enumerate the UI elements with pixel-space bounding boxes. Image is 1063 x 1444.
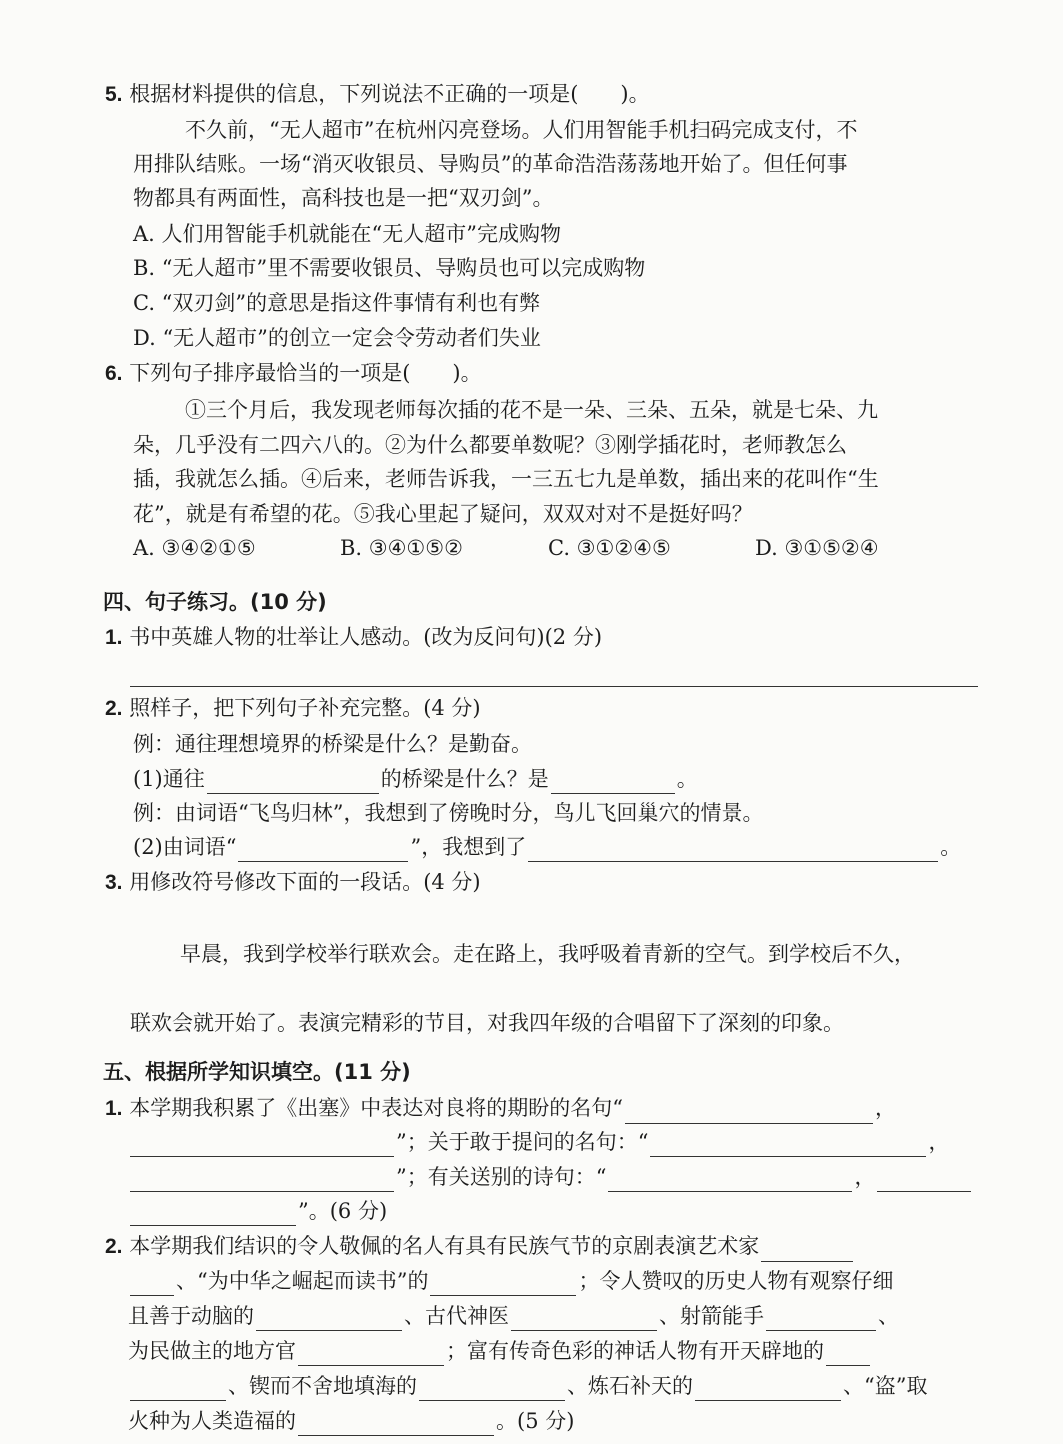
s5-q2-text-n: 。(5 分): [496, 1409, 575, 1433]
s5-q2-line-1: [105, 1231, 855, 1262]
s5-q1-comma-2: ，: [928, 1130, 950, 1154]
q5-passage-line-3: 物都具有两面性，高科技也是一把“双刃剑”。: [133, 186, 554, 210]
s4-q2-text: 照样子，把下列句子补充完整。(4 分): [129, 696, 481, 720]
s5-q1-comma-1: ，: [874, 1096, 896, 1120]
s5-q2-line-6: [128, 1406, 574, 1436]
s5-q2-blank-9[interactable]: [695, 1378, 841, 1401]
s5-q2-blank-1b[interactable]: [130, 1273, 174, 1296]
q6-passage-line-2: 朵，几乎没有二四六八的。②为什么都要单数呢？③刚学插花时，老师教怎么: [133, 433, 847, 457]
s4-q2-example-2: 例：由词语“飞鸟归林”，我想到了傍晚时分，鸟儿飞回巢穴的情景。: [133, 801, 764, 825]
s5-q1-line-3: [128, 1162, 973, 1192]
question-number: 1.: [105, 626, 123, 649]
q5-stem-line: [105, 79, 650, 110]
s4-q2-example-1: 例：通往理想境界的桥梁是什么？是勤奋。: [133, 732, 532, 756]
s5-q1-line-4: [128, 1196, 387, 1226]
s5-q2-blank-6[interactable]: [298, 1343, 444, 1366]
s4-q1-text: 书中英雄人物的壮举让人感动。(改为反问句)(2 分): [129, 625, 603, 649]
s4-q2-line: [105, 693, 481, 724]
s5-q2-text-d: 且善于动脑的: [128, 1304, 254, 1328]
s5-q2-blank-10[interactable]: [298, 1413, 494, 1436]
question-number: 6.: [105, 362, 123, 385]
q6-option-a: A. ③④②①⑤: [133, 536, 256, 560]
s5-q2-text-c: ；令人赞叹的历史人物有观察仔细: [578, 1269, 894, 1293]
s4-q2-item-1-c: 。: [676, 767, 698, 791]
s4-q3-paragraph-line-1: 早晨，我到学校举行联欢会。走在路上，我呼吸着青新的空气。到学校后不久，: [180, 942, 915, 966]
s5-q1-line-2: [128, 1127, 949, 1157]
s5-q2-blank-8[interactable]: [419, 1378, 565, 1401]
s4-q2-item-1-blank-1[interactable]: [207, 771, 379, 794]
s5-q2-blank-4[interactable]: [511, 1308, 657, 1331]
s4-q2-item-2-blank-1[interactable]: [238, 839, 408, 862]
s5-q1-line-1: [105, 1093, 896, 1124]
q5-option-b: B. “无人超市”里不需要收银员、导购员也可以完成购物: [133, 256, 646, 280]
s4-q1-answer-line[interactable]: [130, 686, 978, 687]
q5-option-d: D. “无人超市”的创立一定会令劳动者们失业: [133, 326, 541, 350]
question-number: 1.: [105, 1097, 123, 1120]
s5-q1-text-c: ”；有关送别的诗句：“: [396, 1165, 607, 1189]
q6-option-c: C. ③①②④⑤: [548, 536, 671, 560]
s5-q1-text-a: 本学期我积累了《出塞》中表达对良将的期盼的名句“: [129, 1096, 623, 1120]
s4-q2-item-2-b: ”，我想到了: [410, 835, 527, 859]
s5-q1-blank-5[interactable]: [608, 1169, 852, 1192]
q5-passage-line-1: 不久前，“无人超市”在杭州闪亮登场。人们用智能手机扫码完成支付，不: [185, 118, 858, 142]
s5-q1-blank-7[interactable]: [130, 1203, 296, 1226]
s5-q2-line-5: [128, 1371, 927, 1401]
s5-q1-blank-2[interactable]: [130, 1134, 394, 1157]
s5-q2-text-a: 本学期我们结识的令人敬佩的名人有具有民族气节的京剧表演艺术家: [129, 1234, 760, 1258]
q5-option-a: A. 人们用智能手机就能在“无人超市”完成购物: [133, 222, 561, 246]
s5-q2-line-4: [128, 1336, 872, 1366]
question-number: 2.: [105, 1235, 123, 1258]
q6-passage-line-4: 花”，就是有希望的花。⑤我心里起了疑问，双双对对不是挺好吗？: [133, 502, 753, 526]
s5-q2-line-3: [128, 1301, 899, 1331]
s5-q2-blank-3[interactable]: [256, 1308, 402, 1331]
q6-option-d: D. ③①⑤②④: [755, 536, 879, 560]
s4-q2-item-1-b: 的桥梁是什么？是: [380, 767, 549, 791]
s5-q2-blank-1[interactable]: [761, 1239, 853, 1262]
s4-q2-item-1: [133, 764, 698, 794]
section-5-title: 五、根据所学知识填空。(11 分): [103, 1060, 411, 1084]
s5-q2-text-k: 、炼石补天的: [567, 1374, 693, 1398]
s5-q2-text-h: 为民做主的地方官: [128, 1339, 296, 1363]
q5-option-c: C. “双刃剑”的意思是指这件事情有利也有弊: [133, 291, 541, 315]
q6-stem: 下列句子排序最恰当的一项是( )。: [129, 361, 482, 385]
s5-q2-blank-2[interactable]: [430, 1273, 576, 1296]
s5-q2-blank-7b[interactable]: [130, 1378, 226, 1401]
q5-passage-line-2: 用排队结账。一场“消灭收银员、导购员”的革命浩浩荡荡地开始了。但任何事: [133, 152, 848, 176]
s4-q2-item-2: [133, 832, 961, 862]
s5-q2-blank-7[interactable]: [826, 1343, 870, 1366]
question-number: 5.: [105, 83, 123, 106]
s5-q2-text-g: 、: [878, 1304, 899, 1328]
s5-q1-blank-4[interactable]: [130, 1169, 394, 1192]
s4-q2-item-1-blank-2[interactable]: [551, 771, 675, 794]
s5-q1-blank-3[interactable]: [650, 1134, 926, 1157]
s5-q2-text-m: 火种为人类造福的: [128, 1409, 296, 1433]
q6-stem-line: [105, 358, 482, 389]
s5-q2-text-b: 、“为中华之崛起而读书”的: [176, 1269, 429, 1293]
s4-q1-line: [105, 622, 602, 653]
s5-q1-comma-3: ，: [854, 1165, 876, 1189]
q5-stem: 根据材料提供的信息，下列说法不正确的一项是( )。: [129, 82, 650, 106]
q6-option-b: B. ③④①⑤②: [340, 536, 463, 560]
s5-q1-blank-6[interactable]: [877, 1169, 971, 1192]
s5-q2-text-f: 、射箭能手: [659, 1304, 764, 1328]
s4-q3-paragraph-line-2: 联欢会就开始了。表演完精彩的节目，对我四年级的合唱留下了深刻的印象。: [130, 1011, 844, 1035]
s5-q2-text-l: 、“盗”取: [843, 1374, 928, 1398]
s5-q2-blank-5[interactable]: [766, 1308, 876, 1331]
s5-q2-line-2: [128, 1266, 893, 1296]
s4-q2-item-1-a: (1)通往: [133, 767, 205, 791]
question-number: 2.: [105, 697, 123, 720]
question-number: 3.: [105, 871, 123, 894]
q6-passage-line-3: 插，我就怎么插。④后来，老师告诉我，一三五七九是单数，插出来的花叫作“生: [133, 467, 879, 491]
s5-q1-blank-1[interactable]: [625, 1101, 873, 1124]
s4-q3-line: [105, 867, 481, 898]
s4-q2-item-2-a: (2)由词语“: [133, 835, 237, 859]
q6-passage-line-1: ①三个月后，我发现老师每次插的花不是一朵、三朵、五朵，就是七朵、九: [185, 398, 878, 422]
s5-q2-text-e: 、古代神医: [404, 1304, 509, 1328]
s5-q1-text-d: ”。(6 分): [298, 1199, 388, 1223]
section-4-title: 四、句子练习。(10 分): [103, 590, 327, 614]
s4-q2-item-2-blank-2[interactable]: [528, 839, 938, 862]
s5-q2-text-j: 、锲而不舍地填海的: [228, 1374, 417, 1398]
s5-q1-text-b: ”；关于敢于提问的名句：“: [396, 1130, 649, 1154]
s4-q3-text: 用修改符号修改下面的一段话。(4 分): [129, 870, 481, 894]
s4-q2-item-2-c: 。: [940, 835, 962, 859]
s5-q2-text-i: ；富有传奇色彩的神话人物有开天辟地的: [446, 1339, 824, 1363]
